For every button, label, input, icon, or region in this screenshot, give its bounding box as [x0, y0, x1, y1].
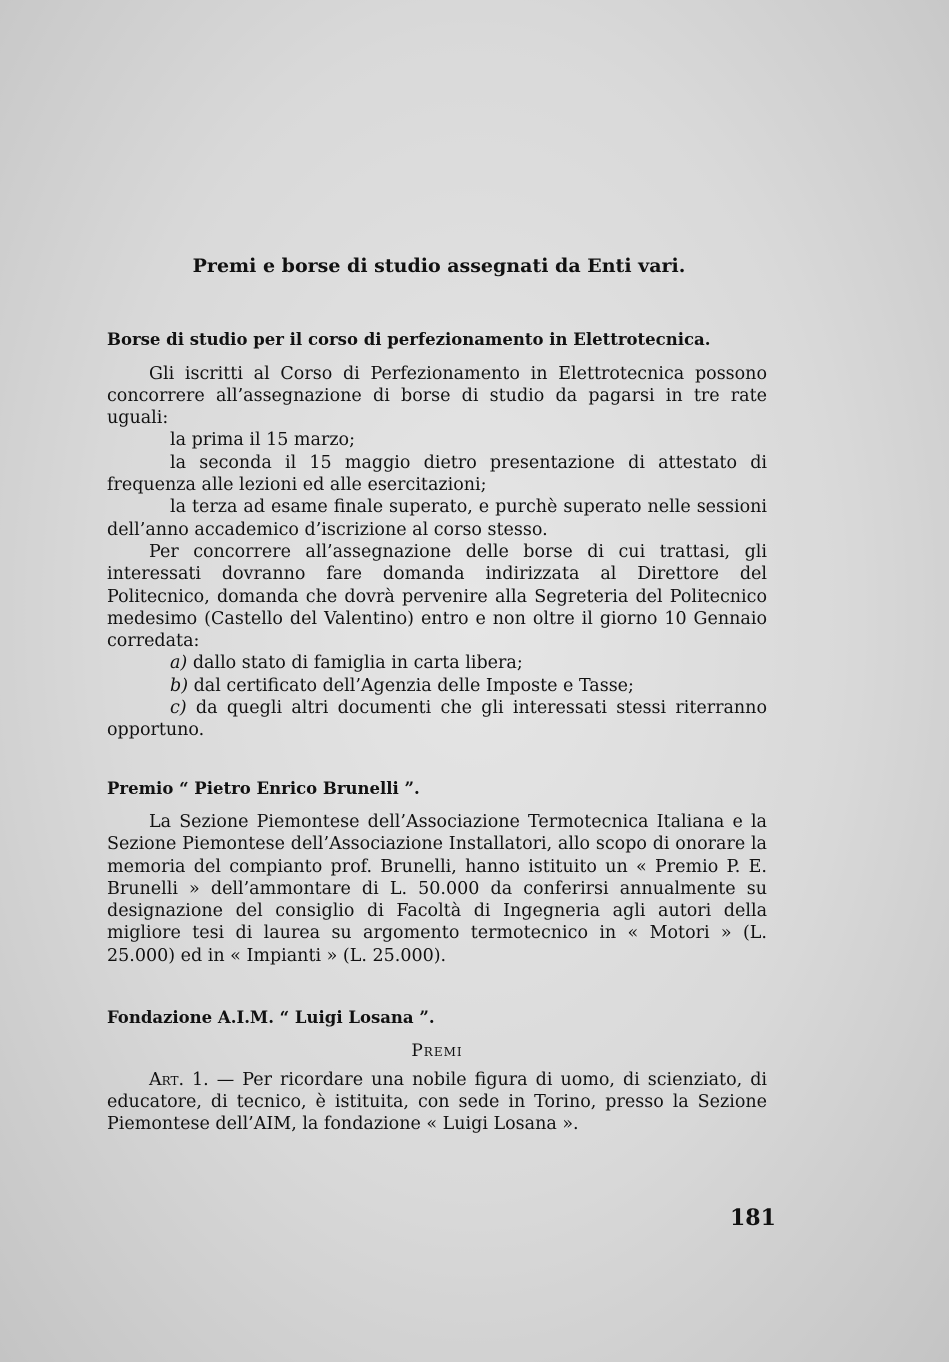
document-letter-c: c)	[170, 698, 187, 719]
page-title: Premi e borse di studio assegnati da Enti vari.	[192, 255, 686, 277]
paragraph-procedure: Per concorrere all’assegnazione delle borse di cui trattasi, gli interessati dovranno fare domanda indirizzata al Direttore del Politecnico, domanda che dovrà pervenire alla Segreteria del Politecnico medesimo (Castello del Valentino) entro e non oltre il giorno 10 Gennaio corredata:	[107, 541, 767, 652]
page-number: 181	[730, 1205, 776, 1231]
section-label-premi: Premi	[411, 1041, 463, 1062]
rate-item-2: la seconda il 15 maggio dietro presentazione di attestato di frequenza alle lezioni ed alle esercitazioni;	[107, 452, 767, 496]
section-heading-borse: Borse di studio per il corso di perfezionamento in Elettrotecnica.	[107, 330, 711, 350]
section-heading-fondazione: Fondazione A.I.M. “ Luigi Losana ”.	[107, 1008, 435, 1028]
paragraph-article-1	[107, 1069, 767, 1136]
document-text-c: da quegli altri documenti che gli interessati stessi riterranno opportuno.	[107, 698, 767, 741]
document-item-a	[107, 652, 767, 674]
article-label: Art. 1.	[149, 1069, 209, 1090]
document-text-b: dal certificato dell’Agenzia delle Imposte e Tasse;	[193, 675, 634, 696]
document-item-b	[107, 675, 767, 697]
document-letter-a: a)	[170, 653, 188, 674]
section-heading-premio-brunelli: Premio “ Pietro Enrico Brunelli ”.	[107, 778, 420, 798]
paragraph-brunelli: La Sezione Piemontese dell’Associazione Termotecnica Italiana e la Sezione Piemontese dell’Associazione Installatori, allo scopo di onorare la memoria del compianto prof. Brunelli, hanno istituito un « Premio P. E. Brunelli » dell’ammontare di L. 50.000 da conferirsi annualmente su designazione del consiglio di Facoltà di Ingegneria agli autori della migliore tesi di laurea su argomento termotecnico in « Motori » (L. 25.000) ed in « Impianti » (L. 25.000).	[107, 811, 767, 966]
rate-item-3: la terza ad esame finale superato, e purchè superato nelle sessioni dell’anno accademico d’iscrizione al corso stesso.	[107, 497, 767, 540]
document-item-c	[107, 697, 767, 742]
rate-item-1: la prima il 15 marzo;	[170, 430, 355, 451]
article-text: — Per ricordare una nobile figura di uomo, di scienziato, di educatore, di tecnico, è istituita, con sede in Torino, presso la Sezione Piemontese dell’AIM, la fondazione « Luigi Losana ».	[107, 1069, 767, 1135]
page-content	[107, 255, 767, 1136]
document-letter-b: b)	[170, 675, 189, 696]
paragraph-intro: Gli iscritti al Corso di Perfezionamento in Elettrotecnica possono concorrere all’assegnazione di borse di studio da pagarsi in tre rate uguali:	[107, 363, 767, 429]
document-text-a: dallo stato di famiglia in carta libera;	[192, 653, 523, 674]
